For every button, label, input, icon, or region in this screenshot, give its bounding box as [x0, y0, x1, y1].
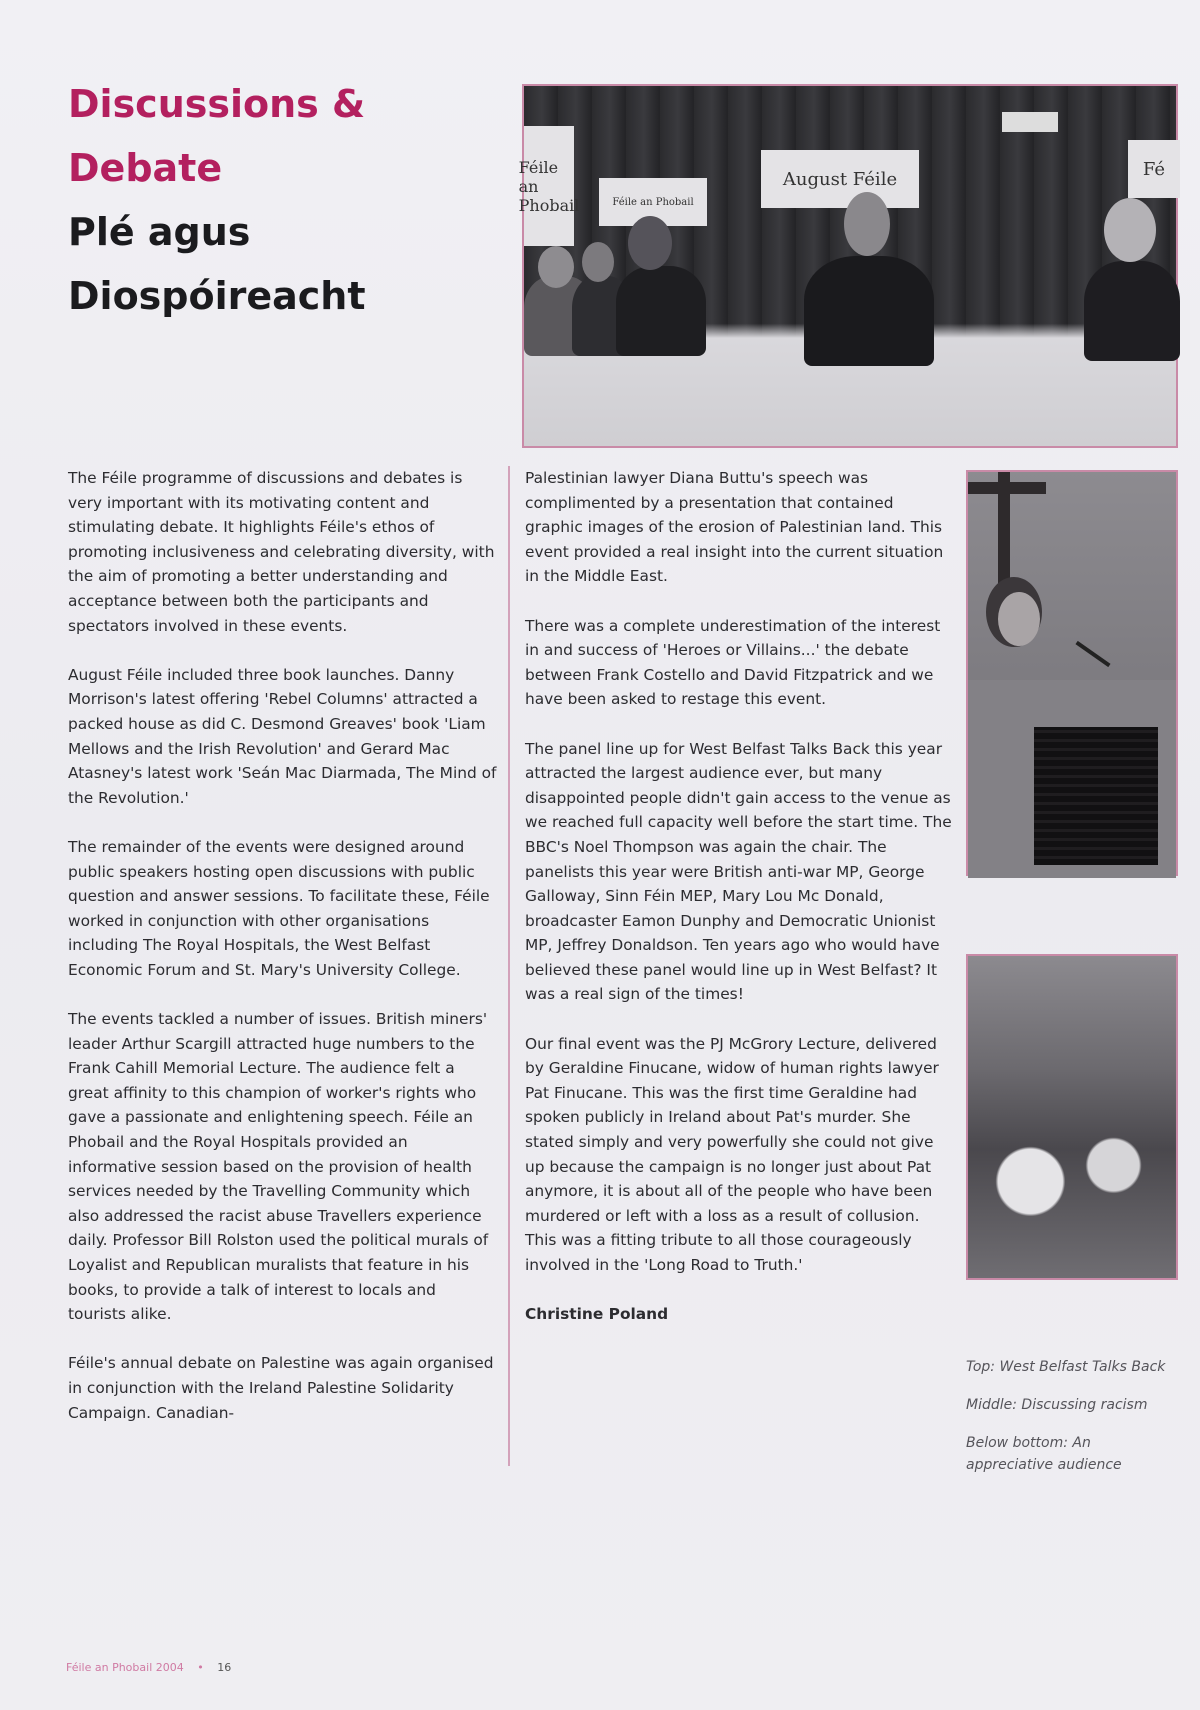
page-footer — [66, 1661, 231, 1674]
publication-name: Féile an Phobail 2004 — [66, 1661, 184, 1674]
article-column-middle — [525, 466, 955, 1351]
caption-top: Top: West Belfast Talks Back — [966, 1359, 1166, 1375]
panelist-2-head — [582, 242, 614, 282]
panelist-5 — [1084, 261, 1180, 361]
paragraph: There was a complete underestimation of the interest in and success of 'Heroes or Villains...' the debate between Frank Costello and David Fitzpatrick and we have been asked to restage this event. — [525, 616, 941, 709]
speaker-face — [998, 592, 1040, 646]
paragraph: August Féile included three book launches. Danny Morrison's latest offering 'Rebel Columns' attracted a packed house as did C. Desmond Greaves' book 'Liam Mellows and the Irish Revolution' and Gerard Mac Atasney's latest work 'Seán Mac Diarmada, The Mind of the Revolution.' — [68, 665, 497, 807]
panelist-4 — [804, 256, 934, 366]
paragraph: The remainder of the events were designed around public speakers hosting open discussions with public question and answer sessions. To facilitate these, Féile worked in conjunction with other organisations including The Royal Hospitals, the West Belfast Economic Forum and St. Mary's University College. — [68, 837, 490, 979]
microphone-icon — [1075, 641, 1110, 667]
paragraph: The events tackled a number of issues. British miners' leader Arthur Scargill attracted huge numbers to the Frank Cahill Memorial Lecture. The audience felt a great affinity to this champion of worker's rights who gave a passionate and enlightening speech. Féile an Phobail and the Royal Hospitals provided an informative session based on the provision of health services needed by the Travelling Community which also addressed the racist abuse Travellers experience daily. Professor Bill Rolston used the political murals of Loyalist and Republican muralists that feature in his books, to provide a talk of interest to locals and tourists alike. — [68, 1010, 489, 1324]
title-english — [68, 72, 468, 200]
paragraph: Our final event was the PJ McGrory Lecture, delivered by Geraldine Finucane, widow of human rights lawyer Pat Finucane. This was the first time Geraldine had spoken publicly in Ireland about Pat's murder. She stated simply and very powerfully she could not give up because the campaign is no longer just about Pat anymore, it is about all of the people who have been murdered or left with a loss as a result of collusion. This was a fitting tribute to all those courageously involved in the 'Long Road to Truth.' — [525, 1034, 939, 1274]
author-signature: Christine Poland — [525, 1305, 669, 1324]
panelist-5-head — [1104, 198, 1156, 262]
photo-speaker-discussing-racism — [966, 470, 1178, 876]
footer-separator: • — [197, 1661, 204, 1674]
column-divider — [508, 466, 510, 1466]
paragraph: The panel line up for West Belfast Talks Back this year attracted the largest audience ever, but many disappointed people didn't gain access to the venue as we reached full capacity well before the start time. The BBC's Noel Thompson was again the chair. The panelists this year were British anti-war MP, George Galloway, Sinn Féin MEP, Mary Lou Mc Donald, broadcaster Eamon Dunphy and Democratic Unionist MP, Jeffrey Donaldson. Ten years ago who would have believed these panel would line up in West Belfast? It was a real sign of the times! — [525, 739, 952, 1004]
article-title — [68, 72, 468, 328]
panelist-3 — [616, 266, 706, 356]
caption-middle: Middle: Discussing racism — [966, 1397, 1148, 1413]
photo-captions — [966, 1356, 1176, 1492]
lectern-poster — [1034, 727, 1158, 865]
caption-bottom: Below bottom: An appreciative audience — [966, 1435, 1122, 1473]
paragraph: Palestinian lawyer Diana Buttu's speech was complimented by a presentation that contained graphic images of the erosion of Palestinian land. This event provided a real insight into the current situation in the Middle East. — [525, 469, 944, 586]
page-number: 16 — [217, 1661, 232, 1674]
title-english-line-1: Discussions & — [68, 82, 366, 126]
sign-exit — [1002, 112, 1058, 132]
banner-august-feile: August Féile — [761, 150, 919, 208]
paragraph: Féile's annual debate on Palestine was again organised in conjunction with the Ireland Palestine Solidarity Campaign. Canadian- — [68, 1354, 494, 1422]
paragraph: The Féile programme of discussions and debates is very important with its motivating content and stimulating debate. It highlights Féile's ethos of promoting inclusiveness and celebrating diversity, with the aim of promoting a better understanding and acceptance between both the participants and spectators involved in these events. — [68, 469, 495, 635]
banner-left: Féile an Phobail — [524, 126, 574, 246]
article-column-left — [68, 466, 498, 1450]
banner-right: Fé — [1128, 140, 1180, 198]
photo-audience — [966, 954, 1178, 1280]
title-irish — [68, 200, 468, 328]
title-english-line-2: Debate — [68, 146, 223, 190]
title-irish-line-2: Diospóireacht — [68, 274, 366, 318]
title-irish-line-1: Plé agus — [68, 210, 251, 254]
panelist-3-head — [628, 216, 672, 270]
banner-feile-an-phobail: Féile an Phobail — [599, 178, 707, 226]
crucifix-crossbar — [968, 482, 1046, 494]
panelist-4-head — [844, 192, 890, 256]
panelist-1-head — [538, 246, 574, 288]
photo-panel-discussion — [518, 84, 1178, 448]
